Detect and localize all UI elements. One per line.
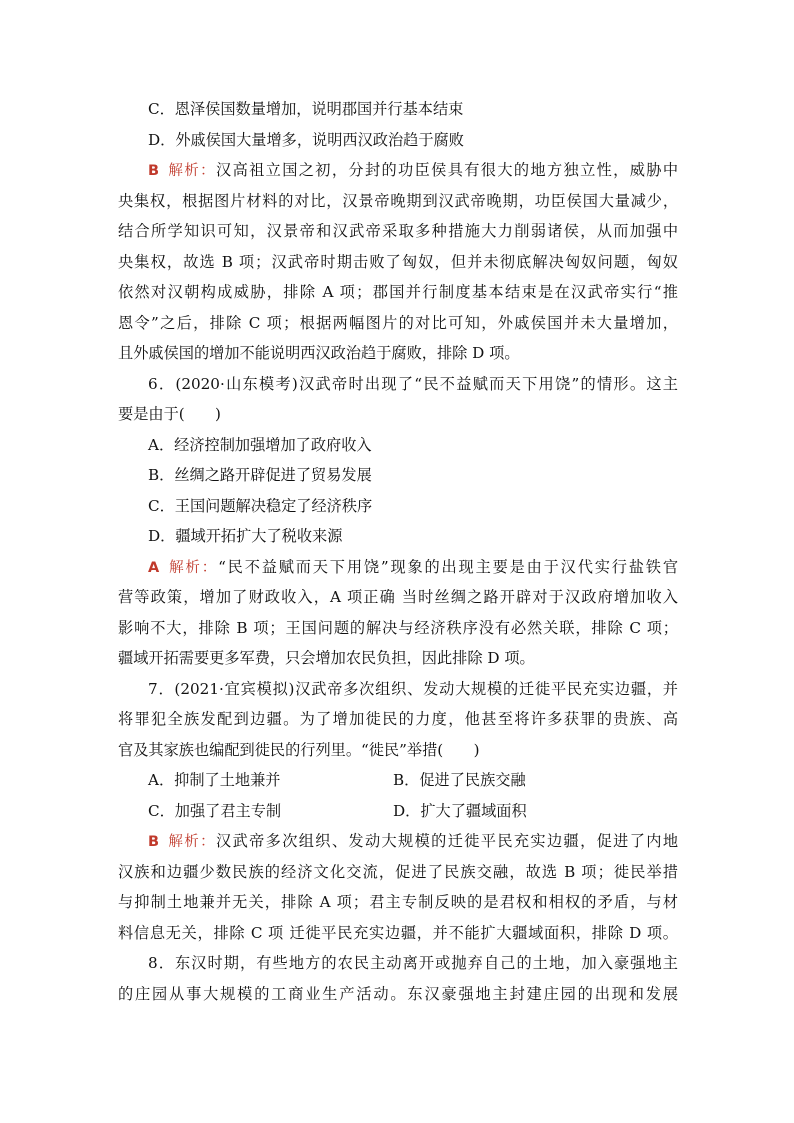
q5-analysis-line-1: B 解析：汉高祖立国之初，分封的功臣侯具有很大的地方独立性，威胁中 bbox=[148, 161, 678, 179]
q5-analysis-line-5: 依然对汉朝构成威胁，排除 A 项；郡国并行制度基本结束是在汉武帝实行“推 bbox=[118, 283, 678, 301]
q6-stem-line-2: 要是由于( ) bbox=[118, 405, 221, 423]
q7-analysis-line-3: 与抑制土地兼并无关，排除 A 项；君主专制反映的是君权和相权的矛盾，与材 bbox=[118, 893, 678, 911]
q6-analysis-label: 解析： bbox=[167, 559, 219, 576]
q7-options-row-1 bbox=[118, 765, 678, 796]
q5-analysis-label: 解析： bbox=[167, 163, 217, 179]
q7-answer: B bbox=[148, 834, 160, 850]
q7-option-b: B．促进了民族交融 bbox=[393, 771, 526, 789]
q7-analysis-line-1: B 解析：汉武帝多次组织、发动大规模的迁徙平民充实边疆，促进了内地 bbox=[148, 832, 678, 850]
q6-option-c: C．王国问题解决稳定了经济秩序 bbox=[148, 496, 373, 515]
q7-option-c: C．加强了君主专制 bbox=[148, 801, 282, 820]
q6-option-d: D．疆域开拓扩大了税收来源 bbox=[148, 527, 343, 545]
q7-analysis-line-4: 料信息无关，排除 C 项 迁徙平民充实边疆，并不能扩大疆域面积，排除 D 项。 bbox=[118, 923, 678, 942]
q5-answer: B bbox=[148, 163, 160, 179]
q7-stem-line-1: 7．(2021·宜宾模拟)汉武帝多次组织、发动大规模的迁徙平民充实边疆，并 bbox=[148, 679, 678, 698]
q6-option-b: B．丝绸之路开辟促进了贸易发展 bbox=[148, 466, 372, 484]
document-page bbox=[118, 94, 678, 1009]
q7-stem-line-3: 官及其家族也编配到徙民的行列里。“徙民”举措( ) bbox=[118, 740, 480, 759]
q7-option-d: D．扩大了疆域面积 bbox=[393, 801, 527, 820]
q8-stem-line-1: 8．东汉时期，有些地方的农民主动离开或抛弃自己的土地，加入豪强地主 bbox=[148, 954, 678, 972]
q7-stem-line-2: 将罪犯全族发配到边疆。为了增加徙民的力度，他甚至将许多获罪的贵族、高 bbox=[118, 710, 678, 728]
q5-analysis-line-7: 且外戚侯国的增加不能说明西汉政治趋于腐败，排除 D 项。 bbox=[118, 344, 520, 362]
q7-analysis-label: 解析： bbox=[167, 834, 217, 850]
q5-analysis-line-2: 央集权，根据图片材料的对比，汉景帝晚期到汉武帝晚期，功臣侯国大量减少， bbox=[118, 191, 678, 210]
q6-answer: A bbox=[148, 559, 160, 576]
q6-analysis-line-4: 疆域开拓需要更多军费，只会增加农民负担，因此排除 D 项。 bbox=[118, 649, 535, 667]
q5-option-c: C．恩泽侯国数量增加，说明郡国并行基本结束 bbox=[148, 100, 464, 118]
q6-analysis-line-3: 影响不大，排除 B 项；王国问题的解决与经济秩序没有必然关联，排除 C 项； bbox=[118, 618, 678, 637]
q5-analysis-line-4: 央集权，故选 B 项；汉武帝时期击败了匈奴，但并未彻底解决匈奴问题，匈奴 bbox=[118, 252, 678, 271]
q5-option-d: D．外戚侯国大量增多，说明西汉政治趋于腐败 bbox=[148, 130, 464, 149]
q6-analysis-line-1: A 解析：“民不益赋而天下用饶”现象的出现主要是由于汉代实行盐铁官 bbox=[148, 557, 678, 576]
q6-stem-line-1: 6．(2020·山东模考)汉武帝时出现了“民不益赋而天下用饶”的情形。这主 bbox=[148, 374, 678, 393]
q7-analysis-line-2: 汉族和边疆少数民族的经济文化交流，促进了民族交融，故选 B 项；徙民举措 bbox=[118, 862, 678, 881]
q6-option-a: A．经济控制加强增加了政府收入 bbox=[148, 435, 372, 454]
q6-analysis-line-2: 营等政策，增加了财政收入，A 项正确 当时丝绸之路开辟对于汉政府增加收入 bbox=[118, 588, 678, 606]
q5-analysis-line-6: 恩令”之后，排除 C 项；根据两幅图片的对比可知，外戚侯国并未大量增加， bbox=[118, 313, 678, 332]
q8-stem-line-2: 的庄园从事大规模的工商业生产活动。东汉豪强地主封建庄园的出现和发展 bbox=[118, 984, 678, 1003]
q7-options-row-2 bbox=[118, 796, 678, 827]
q7-option-a: A．抑制了土地兼并 bbox=[148, 771, 281, 789]
q5-analysis-line-3: 结合所学知识可知，汉景帝和汉武帝采取多种措施大力削弱诸侯，从而加强中 bbox=[118, 222, 678, 240]
